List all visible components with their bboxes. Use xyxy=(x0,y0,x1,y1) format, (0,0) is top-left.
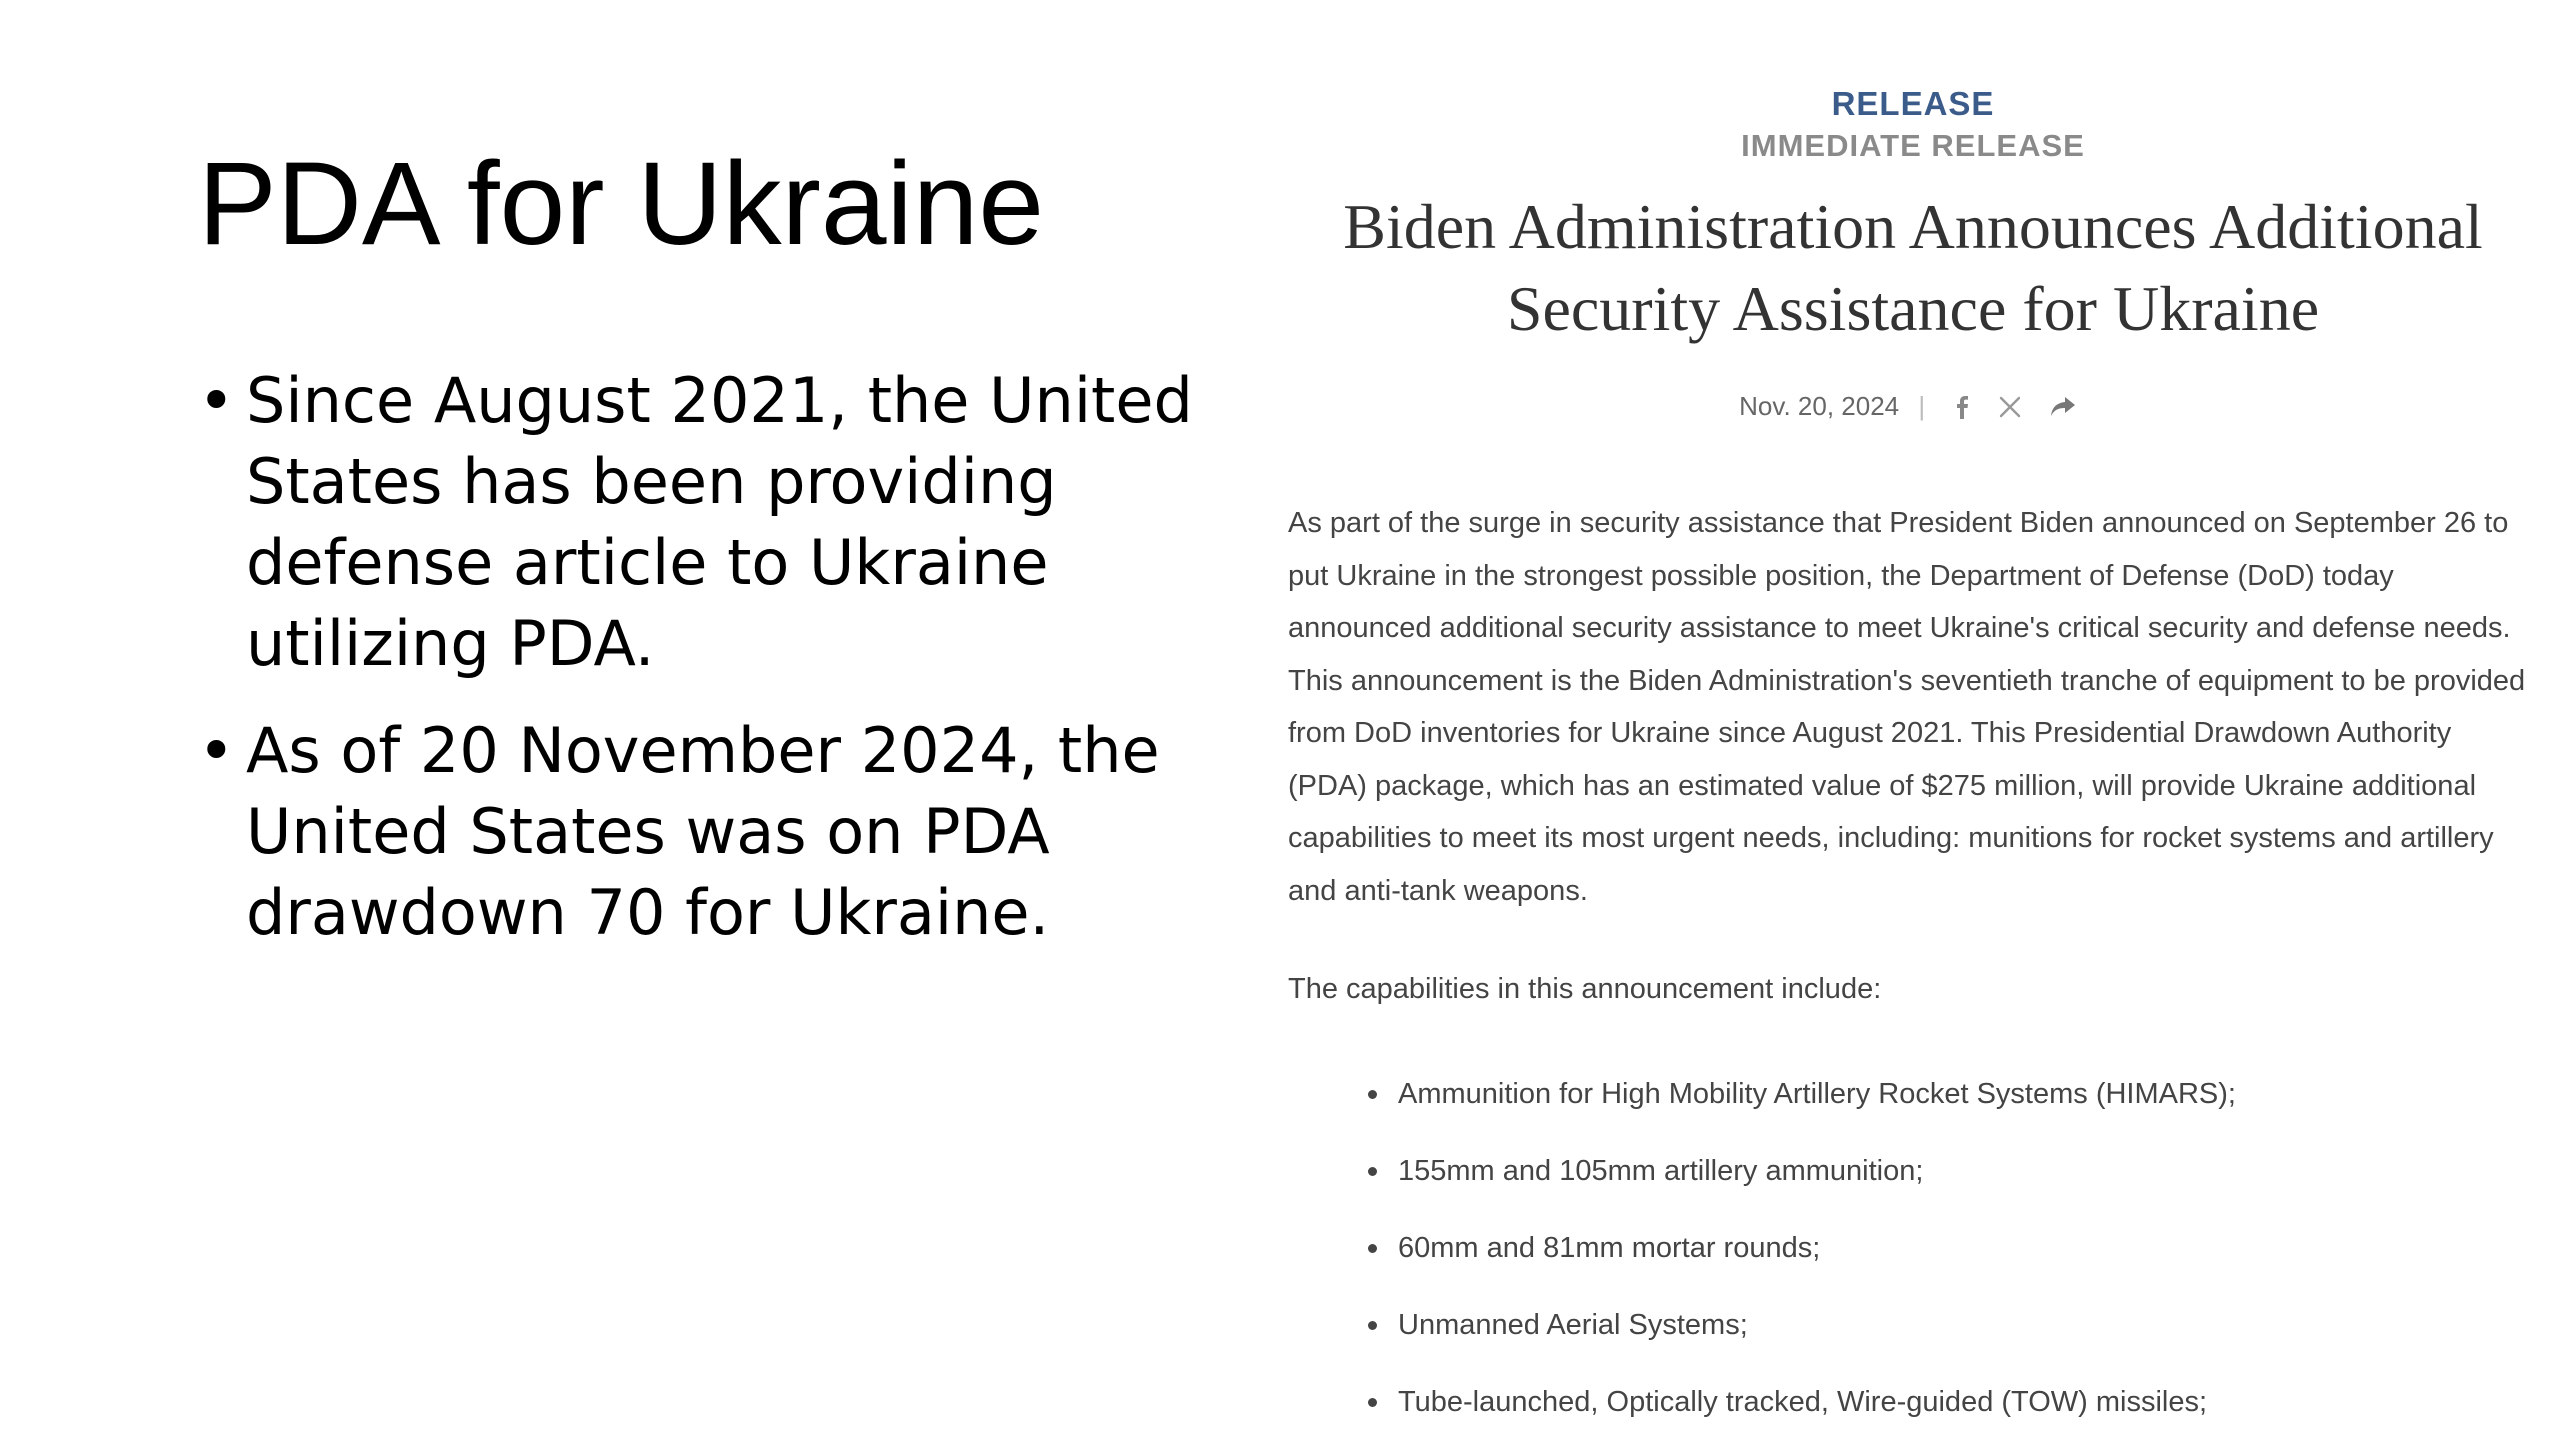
share-icon[interactable] xyxy=(2049,387,2077,427)
release-meta xyxy=(1288,386,2538,427)
bullet-dot-icon: • xyxy=(198,364,235,437)
release-body xyxy=(1288,497,2538,1422)
meta-separator: | xyxy=(1918,391,1926,421)
list-item: Unmanned Aerial Systems; xyxy=(1368,1305,2538,1345)
slide-bullet xyxy=(198,710,1198,953)
release-items-intro: The capabilities in this announcement include: xyxy=(1288,973,1882,1005)
x-icon[interactable] xyxy=(1998,387,2022,427)
list-item: Ammunition for High Mobility Artillery Rocket Systems (HIMARS); xyxy=(1368,1074,2538,1114)
list-item: 155mm and 105mm artillery ammunition; xyxy=(1368,1151,2538,1191)
release-headline: Biden Administration Announces Additional Security Assistance for Ukraine xyxy=(1343,191,2483,344)
slide-bullet-text: Since August 2021, the United States has been providing defense article to Ukraine utilizing PDA. xyxy=(246,364,1193,680)
facebook-icon[interactable] xyxy=(1954,387,1970,427)
slide-bullet xyxy=(198,360,1198,684)
bullet-dot-icon: • xyxy=(198,714,235,787)
list-item: Tube-launched, Optically tracked, Wire-guided (TOW) missiles; xyxy=(1368,1382,2538,1422)
release-items-list xyxy=(1288,1074,2538,1422)
slide-bullet-text: As of 20 November 2024, the United States was on PDA drawdown 70 for Ukraine. xyxy=(246,714,1160,949)
release-date: Nov. 20, 2024 xyxy=(1739,391,1900,421)
press-release-screenshot xyxy=(1288,84,2538,1440)
slide-bullet-list xyxy=(198,360,1198,979)
slide-title: PDA for Ukraine xyxy=(198,138,1044,270)
release-subkicker: IMMEDIATE RELEASE xyxy=(1741,128,2085,163)
list-item: 60mm and 81mm mortar rounds; xyxy=(1368,1228,2538,1268)
release-body-paragraph: As part of the surge in security assistance that President Biden announced on September 26 to put Ukraine in the strongest possible position, the Department of Defense (DoD) today announced additional security assistance to meet Ukraine's critical security and defense needs. This announcement is the Biden Administration's seventieth tranche of equipment to be provided from DoD inventories for Ukraine since August 2021. This Presidential Drawdown Authority (PDA) package, which has an estimated value of $275 million, will provide Ukraine additional capabilities to meet its most urgent needs, including: munitions for rocket systems and artillery and anti-tank weapons. xyxy=(1288,507,2526,907)
release-kicker: RELEASE xyxy=(1831,85,1995,122)
